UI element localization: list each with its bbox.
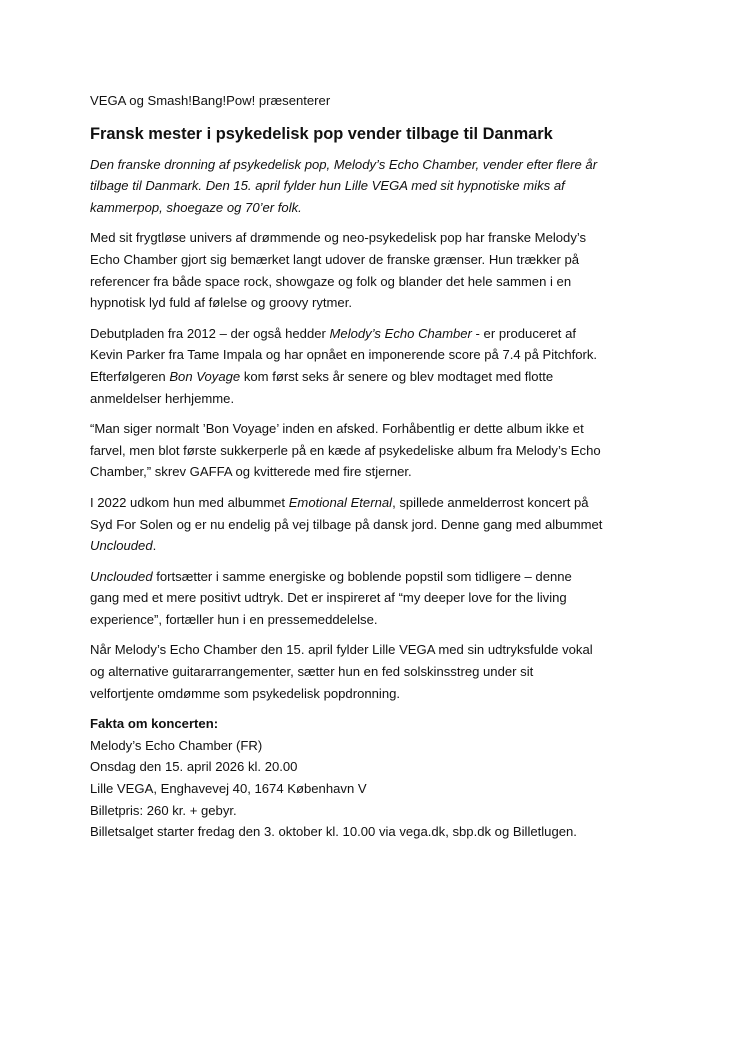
paragraph-unclouded bbox=[90, 566, 660, 631]
text-run: I 2022 udkom hun med albummet bbox=[90, 494, 289, 510]
paragraph-quote bbox=[90, 418, 660, 483]
facts-venue: Lille VEGA, Enghavevej 40, 1674 København V bbox=[90, 781, 367, 797]
album-title-emotional-eternal: Emotional Eternal bbox=[288, 494, 393, 510]
album-title-bon-voyage: Bon Voyage bbox=[169, 368, 241, 384]
facts-date: Onsdag den 15. april 2026 kl. 20.00 bbox=[90, 759, 298, 775]
paragraph-line: farvel, men blot første sukkerperle på en kæde af psykedeliske album fra Melody’s Echo bbox=[90, 442, 601, 458]
text-run: kom først seks år senere og blev modtaget med flotte bbox=[240, 368, 554, 384]
paragraph-line: Kevin Parker fra Tame Impala og har opnået en imponerende score på 7.4 på Pitchfork. bbox=[90, 347, 598, 363]
paragraph-2022 bbox=[90, 492, 660, 557]
paragraph-line: velfortjente omdømme som psykedelisk popdronning. bbox=[90, 685, 401, 701]
presenter-line: VEGA og Smash!Bang!Pow! præsenterer bbox=[90, 93, 331, 108]
text-run: Efterfølgeren bbox=[90, 368, 170, 384]
text-run: Debutpladen fra 2012 – der også hedder bbox=[90, 325, 330, 341]
lead-paragraph bbox=[90, 154, 660, 219]
text-run: , spillede anmelderrost koncert på bbox=[392, 494, 589, 510]
paragraph-line: referencer fra både space rock, showgaze og folk og blander det hele sammen i en bbox=[90, 273, 572, 289]
paragraph-debut bbox=[90, 323, 660, 409]
paragraph-line: gang med et mere positivt udtryk. Det er inspireret af “my deeper love for the living bbox=[90, 590, 567, 606]
paragraph-line: experience”, fortæller hun i en pressemeddelelse. bbox=[90, 611, 378, 627]
facts-section bbox=[90, 713, 660, 843]
album-title-unclouded: Unclouded bbox=[90, 538, 153, 554]
facts-artist: Melody’s Echo Chamber (FR) bbox=[90, 737, 263, 753]
press-release bbox=[90, 90, 660, 843]
paragraph-line: Syd For Solen og er nu endelig på vej tilbage på dansk jord. Denne gang med albummet bbox=[90, 516, 603, 532]
paragraph-line: anmeldelser herhjemme. bbox=[90, 390, 235, 406]
lead-line: tilbage til Danmark. Den 15. april fylder hun Lille VEGA med sit hypnotiske miks af bbox=[90, 178, 565, 194]
paragraph-line: hypnotisk lyd fuld af følelse og groovy rytmer. bbox=[90, 295, 352, 311]
text-run: . bbox=[152, 538, 157, 554]
paragraph-line: Når Melody’s Echo Chamber den 15. april fylder Lille VEGA med sin udtryksfulde vokal bbox=[90, 642, 593, 658]
paragraph-univers bbox=[90, 227, 660, 313]
facts-ticket-sale: Billetsalget starter fredag den 3. oktober kl. 10.00 via vega.dk, sbp.dk og Billetlugen. bbox=[90, 824, 577, 840]
paragraph-line: Echo Chamber gjort sig bemærket langt udover de franske grænser. Hun trækker på bbox=[90, 251, 580, 267]
paragraph-line: Med sit frygtløse univers af drømmende og neo-psykedelisk pop har franske Melody’s bbox=[90, 230, 587, 246]
lead-line: kammerpop, shoegaze og 70’er folk. bbox=[90, 199, 302, 215]
lead-line: Den franske dronning af psykedelisk pop, Melody’s Echo Chamber, vender efter flere år bbox=[90, 156, 598, 172]
facts-price: Billetpris: 260 kr. + gebyr. bbox=[90, 802, 237, 818]
paragraph-line bbox=[90, 492, 660, 514]
paragraph-line: og alternative guitararrangementer, sætter hun en fed solskinsstreg under sit bbox=[90, 664, 534, 680]
facts-heading: Fakta om koncerten: bbox=[90, 716, 219, 732]
paragraph-concert bbox=[90, 639, 660, 704]
paragraph-line: Chamber,” skrev GAFFA og kvitterede med fire stjerner. bbox=[90, 464, 412, 480]
text-run: - er produceret af bbox=[471, 325, 576, 341]
paragraph-line bbox=[90, 535, 660, 557]
album-title-debut: Melody’s Echo Chamber bbox=[329, 325, 472, 341]
album-title-unclouded: Unclouded bbox=[90, 568, 153, 584]
paragraph-line: “Man siger normalt ’Bon Voyage’ inden en afsked. Forhåbentlig er dette album ikke et bbox=[90, 421, 584, 437]
text-run: fortsætter i samme energiske og boblende popstil som tidligere – denne bbox=[152, 568, 572, 584]
paragraph-line bbox=[90, 366, 660, 388]
headline: Fransk mester i psykedelisk pop vender tilbage til Danmark bbox=[90, 124, 553, 143]
paragraph-line bbox=[90, 566, 660, 588]
paragraph-line bbox=[90, 323, 660, 345]
